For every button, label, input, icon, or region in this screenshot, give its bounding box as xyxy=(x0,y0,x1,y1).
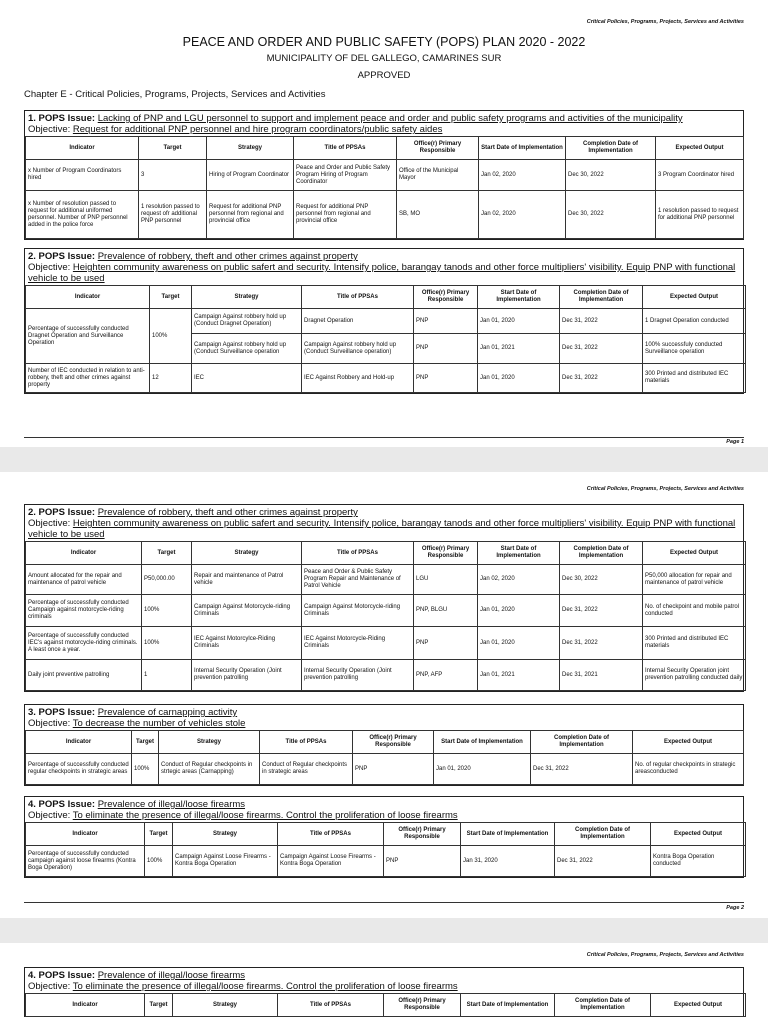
cell: Dec 31, 2022 xyxy=(560,627,643,660)
cell: Internal Security Operation (Joint prevention patrolling xyxy=(302,660,414,691)
col-output: Expected Output xyxy=(651,994,746,1017)
cell: PNP xyxy=(414,364,478,393)
col-start: Start Date of Implementation xyxy=(478,286,560,309)
objective-label: Objective: xyxy=(28,981,71,992)
cell: Kontra Boga Operation conducted xyxy=(651,846,746,877)
header-row xyxy=(26,542,746,565)
document-title: PEACE AND ORDER AND PUBLIC SAFETY (POPS) PLAN 2020 - 2022 xyxy=(182,35,586,49)
cell: x Number of Program Coordinators hired xyxy=(26,160,139,191)
cell: 300 Printed and distributed IEC materials xyxy=(643,364,746,393)
page-number: Page 2 xyxy=(726,905,744,911)
col-indicator: Indicator xyxy=(26,137,139,160)
cell: PNP xyxy=(384,846,461,877)
col-completion: Completion Date of Implementation xyxy=(555,994,651,1017)
cell: Jan 01, 2020 xyxy=(478,364,560,393)
objective-text: To eliminate the presence of illegal/loose firearms. Control the proliferation of loose firearms xyxy=(72,981,458,992)
cell: PNP xyxy=(414,334,478,364)
approval-status: APPROVED xyxy=(357,70,411,81)
header-row xyxy=(26,994,746,1017)
col-office: Office(r) Primary Responsible xyxy=(414,286,478,309)
cell: Dec 31, 2022 xyxy=(560,595,643,627)
col-output: Expected Output xyxy=(651,823,746,846)
cell: Number of IEC conducted in relation to anti-robbery, theft and other crimes against property xyxy=(26,364,150,393)
col-target: Target xyxy=(142,542,192,565)
col-output: Expected Output xyxy=(643,286,746,309)
cell: PNP xyxy=(414,627,478,660)
col-ppsa: Title of PPSAs xyxy=(278,823,384,846)
issue-4-continued-section xyxy=(24,967,744,1017)
objective-label: Objective: xyxy=(28,124,71,135)
col-completion: Completion Date of Implementation xyxy=(560,286,643,309)
issue-label: 4. POPS Issue: xyxy=(28,970,96,981)
issue-text: Prevalence of robbery, theft and other crimes against property xyxy=(97,251,358,262)
issue-3-section xyxy=(24,704,744,786)
cell: 100% xyxy=(142,627,192,660)
col-strategy: Strategy xyxy=(207,137,294,160)
cell: PNP xyxy=(353,754,434,785)
cell: Percentage of successfully conducted Dragnet Operation and Surveillance Operation xyxy=(26,309,150,364)
cell: 3 Program Coordinator hired xyxy=(656,160,744,191)
cell: Daily joint preventive patrolling xyxy=(26,660,142,691)
cell: Conduct of Regular checkpoints in strategic areas xyxy=(260,754,353,785)
cell: PNP xyxy=(414,309,478,334)
header-row xyxy=(26,823,746,846)
issue-text: Prevalence of illegal/loose firearms xyxy=(97,799,246,810)
cell: IEC Against Motorcycle-Riding Criminals xyxy=(302,627,414,660)
cell: Jan 01, 2020 xyxy=(478,627,560,660)
col-strategy: Strategy xyxy=(159,731,260,754)
table-row xyxy=(26,565,746,595)
col-office: Office(r) Primary Responsible xyxy=(384,994,461,1017)
table-row xyxy=(26,309,746,334)
issue-2-continued-table xyxy=(25,541,746,691)
footer-rule xyxy=(24,437,744,438)
cell: Dec 31, 2022 xyxy=(560,364,643,393)
cell: No. of checkpoint and mobile patrol conducted xyxy=(643,595,746,627)
col-output: Expected Output xyxy=(656,137,744,160)
col-completion: Completion Date of Implementation xyxy=(560,542,643,565)
cell: No. of regular checkpoints in strategic areasconducted xyxy=(633,754,744,785)
col-start: Start Date of Implementation xyxy=(461,994,555,1017)
issue-4-header xyxy=(25,797,743,822)
issue-2-continued-section xyxy=(24,504,744,692)
col-target: Target xyxy=(145,994,173,1017)
issue-2-section xyxy=(24,248,744,394)
col-output: Expected Output xyxy=(643,542,746,565)
cell: Peace and Order & Public Safety Program Repair and Maintenance of Patrol Vehicle xyxy=(302,565,414,595)
col-completion: Completion Date of Implementation xyxy=(531,731,633,754)
col-strategy: Strategy xyxy=(192,542,302,565)
table-row xyxy=(26,160,744,191)
cell: Dec 31, 2021 xyxy=(560,660,643,691)
cell: P50,000 allocation for repair and maintenance of patrol vehicle xyxy=(643,565,746,595)
cell: Dragnet Operation xyxy=(302,309,414,334)
issue-1-section xyxy=(24,110,744,240)
header-row xyxy=(26,286,746,309)
objective-label: Objective: xyxy=(28,810,71,821)
cell: Amount allocated for the repair and maintenance of patrol vehicle xyxy=(26,565,142,595)
col-start: Start Date of Implementation xyxy=(479,137,566,160)
cell: IEC Against Robbery and Hold-up xyxy=(302,364,414,393)
issue-2-header xyxy=(25,505,743,541)
col-completion: Completion Date of Implementation xyxy=(555,823,651,846)
cell: 1 resolution passed to request ofr additional PNP personnel xyxy=(139,191,207,239)
cell: Campaign Against robbery hold up (Conduct Dragnet Operation) xyxy=(192,309,302,334)
cell: Dec 31, 2022 xyxy=(560,309,643,334)
cell: Request for additional PNP personnel from regional and provincial office xyxy=(207,191,294,239)
issue-label: 4. POPS Issue: xyxy=(28,799,96,810)
issue-2-table xyxy=(25,285,746,393)
cell: Jan 01, 2021 xyxy=(478,660,560,691)
cell: Jan 02, 2020 xyxy=(478,565,560,595)
issue-1-table xyxy=(25,136,744,239)
running-header: Critical Policies, Programs, Projects, Services and Activities xyxy=(586,19,744,25)
issue-text: Prevalence of illegal/loose firearms xyxy=(97,970,246,981)
cell: Percentage of successfully conducted Campaign against motorcycle-riding criminals xyxy=(26,595,142,627)
municipality: MUNICIPALITY OF DEL GALLEGO, CAMARINES SUR xyxy=(266,53,502,64)
cell: IEC Against Motorcylce-Riding Criminals xyxy=(192,627,302,660)
cell: Campaign Against Loose Firearms - Kontra Boga Operation xyxy=(173,846,278,877)
col-office: Office(r) Primary Responsible xyxy=(397,137,479,160)
table-row xyxy=(26,627,746,660)
col-start: Start Date of Implementation xyxy=(478,542,560,565)
table-row xyxy=(26,754,744,785)
objective-text: To decrease the number of vehicles stole xyxy=(72,718,246,729)
col-indicator: Indicator xyxy=(26,286,150,309)
cell: Jan 02, 2020 xyxy=(479,160,566,191)
objective-label: Objective: xyxy=(28,518,71,529)
col-indicator: Indicator xyxy=(26,823,145,846)
cell: Percentage of successfully conducted IEC's against motorcycle-riding criminals. A least once a year. xyxy=(26,627,142,660)
table-row xyxy=(26,660,746,691)
cell: Campaign Against Loose Firearms - Kontra Boga Operation xyxy=(278,846,384,877)
cell: Peace and Order and Public Safety Program Hiring of Program Coordinator xyxy=(294,160,397,191)
cell: Percentage of successfully conducted campaign against loose firearms (Kontra Boga Operation) xyxy=(26,846,145,877)
issue-3-header xyxy=(25,705,743,730)
cell: 100% xyxy=(145,846,173,877)
chapter-heading: Chapter E - Critical Policies, Programs, Projects, Services and Activities xyxy=(24,89,326,100)
col-office: Office(r) Primary Responsible xyxy=(353,731,434,754)
issue-1-header xyxy=(25,111,743,136)
cell: IEC xyxy=(192,364,302,393)
col-indicator: Indicator xyxy=(26,731,132,754)
cell: 1 Dragnet Operation conducted xyxy=(643,309,746,334)
cell: 1 xyxy=(142,660,192,691)
col-ppsa: Title of PPSAs xyxy=(294,137,397,160)
col-strategy: Strategy xyxy=(192,286,302,309)
cell: Request for additional PNP personnel from regional and provincial office xyxy=(294,191,397,239)
issue-3-table xyxy=(25,730,744,785)
issue-2-header xyxy=(25,249,743,285)
issue-text: Prevalence of robbery, theft and other crimes against property xyxy=(97,507,358,518)
cell: Dec 31, 2022 xyxy=(531,754,633,785)
page-2 xyxy=(0,472,768,918)
cell: x Number of resolution passed to request for additional uniformed personnel. Number of PNP personnel added in the police force xyxy=(26,191,139,239)
cell: P50,000.00 xyxy=(142,565,192,595)
footer-rule xyxy=(24,902,744,903)
page-3 xyxy=(0,943,768,1024)
cell: 300 Printed and distributed IEC materials xyxy=(643,627,746,660)
cell: Dec 31, 2022 xyxy=(555,846,651,877)
header-row xyxy=(26,731,744,754)
cell: Conduct of Regular checkpoints in strtegic areas (Carnapping) xyxy=(159,754,260,785)
cell: Jan 01, 2020 xyxy=(434,754,531,785)
col-start: Start Date of Implementation xyxy=(434,731,531,754)
col-ppsa: Title of PPSAs xyxy=(302,542,414,565)
issue-4-table xyxy=(25,822,746,877)
table-row xyxy=(26,191,744,239)
header-row xyxy=(26,137,744,160)
objective-label: Objective: xyxy=(28,718,71,729)
cell: Jan 01, 2020 xyxy=(478,309,560,334)
page-number: Page 1 xyxy=(726,439,744,445)
cell: Dec 30, 2022 xyxy=(560,565,643,595)
issue-label: 1. POPS Issue: xyxy=(28,113,96,124)
col-ppsa: Title of PPSAs xyxy=(302,286,414,309)
cell: 100% xyxy=(132,754,159,785)
col-indicator: Indicator xyxy=(26,542,142,565)
cell: 100% successfuly conducted Surveillance operation xyxy=(643,334,746,364)
cell: 3 xyxy=(139,160,207,191)
cell: 12 xyxy=(150,364,192,393)
cell: Jan 02, 2020 xyxy=(479,191,566,239)
cell: Dec 30, 2022 xyxy=(566,191,656,239)
cell: PNP, BLGU xyxy=(414,595,478,627)
col-start: Start Date of Implementation xyxy=(461,823,555,846)
cell: PNP, AFP xyxy=(414,660,478,691)
cell: Jan 31, 2020 xyxy=(461,846,555,877)
cell: Hiring of Program Coordinator xyxy=(207,160,294,191)
objective-text: To eliminate the presence of illegal/loose firearms. Control the proliferation of loose firearms xyxy=(72,810,458,821)
col-indicator: Indicator xyxy=(26,994,145,1017)
col-strategy: Strategy xyxy=(173,994,278,1017)
running-header: Critical Policies, Programs, Projects, Services and Activities xyxy=(586,486,744,492)
objective-text: Heighten community awareness on public safert and security. Intensify police, barangay tanods and other force multipliers' visibility. Equip PNP with functional vehicle to be used xyxy=(28,518,736,540)
issue-label: 2. POPS Issue: xyxy=(28,507,96,518)
col-office: Office(r) Primary Responsible xyxy=(414,542,478,565)
cell: Campaign Against robbery hold up (Conduct Surveillance operation xyxy=(192,334,302,364)
cell: 1 resolution passed to request for additional PNP personnel xyxy=(656,191,744,239)
col-target: Target xyxy=(145,823,173,846)
table-row xyxy=(26,364,746,393)
issue-text: Lacking of PNP and LGU personnel to support and implement peace and order and public safety programs and activities of the municipality xyxy=(97,113,683,124)
cell: Jan 01, 2020 xyxy=(478,595,560,627)
objective-text: Request for additional PNP personnel and hire program coordinators/public safety aides xyxy=(72,124,443,135)
table-row xyxy=(26,846,746,877)
table-row xyxy=(26,595,746,627)
cell: Percentage of successfully conducted regular checkpoints in strategic areas xyxy=(26,754,132,785)
col-strategy: Strategy xyxy=(173,823,278,846)
cell: 100% xyxy=(150,309,192,364)
cell: Office of the Municipal Mayor xyxy=(397,160,479,191)
col-ppsa: Title of PPSAs xyxy=(260,731,353,754)
col-output: Expected Output xyxy=(633,731,744,754)
col-office: Office(r) Primary Responsible xyxy=(384,823,461,846)
cell: 100% xyxy=(142,595,192,627)
issue-label: 2. POPS Issue: xyxy=(28,251,96,262)
issue-text: Prevalence of carnapping activity xyxy=(97,707,238,718)
col-target: Target xyxy=(132,731,159,754)
cell: Internal Security Operation joint prevention patrolling conducted daily xyxy=(643,660,746,691)
col-ppsa: Title of PPSAs xyxy=(278,994,384,1017)
cell: SB, MO xyxy=(397,191,479,239)
cell: LGU xyxy=(414,565,478,595)
cell: Dec 31, 2022 xyxy=(560,334,643,364)
page-1 xyxy=(0,0,768,447)
issue-4-continued-table xyxy=(25,993,746,1017)
cell: Internal Security Operation (Joint prevention patrolling xyxy=(192,660,302,691)
col-target: Target xyxy=(139,137,207,160)
objective-label: Objective: xyxy=(28,262,71,273)
issue-label: 3. POPS Issue: xyxy=(28,707,96,718)
cell: Repair and maintenance of Patrol vehicle xyxy=(192,565,302,595)
cell: Campaign Against Motorcycle-riding Criminals xyxy=(192,595,302,627)
objective-text: Heighten community awareness on public safert and security. Intensify police, barangay tanods and other force multipliers' visibility. Equip PNP with functional vehicle to be used xyxy=(28,262,736,284)
cell: Campaign Against Motorcycle-riding Criminals xyxy=(302,595,414,627)
issue-4-header xyxy=(25,968,743,993)
col-target: Target xyxy=(150,286,192,309)
col-completion: Completion Date of Implementation xyxy=(566,137,656,160)
running-header: Critical Policies, Programs, Projects, Services and Activities xyxy=(586,952,744,958)
issue-4-section xyxy=(24,796,744,878)
cell: Dec 30, 2022 xyxy=(566,160,656,191)
cell: Jan 01, 2021 xyxy=(478,334,560,364)
cell: Campaign Against robbery hold up (Conduct Surveillance operation) xyxy=(302,334,414,364)
